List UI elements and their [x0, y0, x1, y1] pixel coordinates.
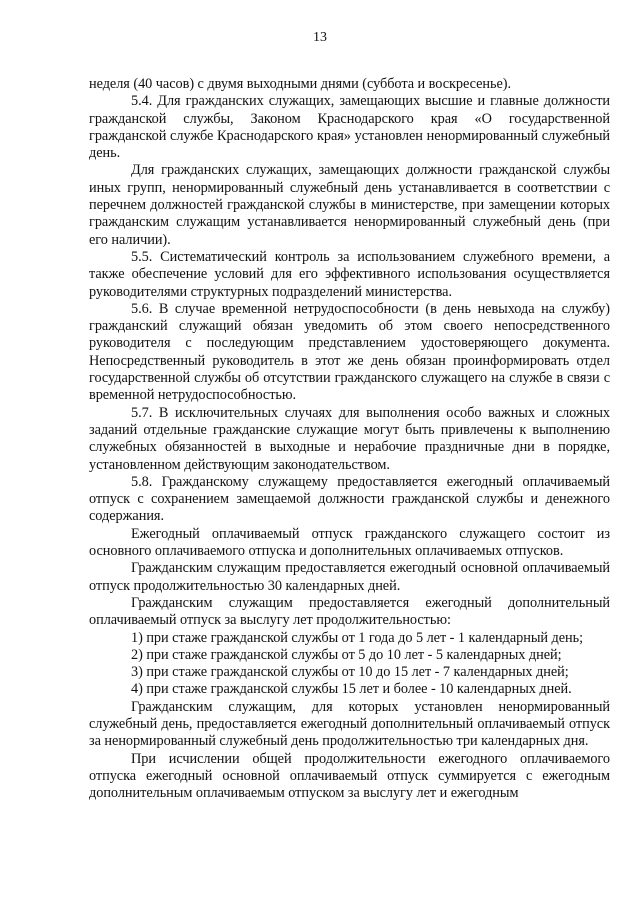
paragraph: Гражданским служащим, для которых установлен ненормированный служебный день, предоставляется ежегодный дополнительный оплачиваемый отпуск за ненормированный служебный день продолжительностью три календарных дня. [89, 698, 610, 750]
paragraph: Гражданским служащим предоставляется ежегодный дополнительный оплачиваемый отпуск за выслугу лет продолжительностью: [89, 594, 610, 629]
paragraph: неделя (40 часов) с двумя выходными днями (суббота и воскресенье). [89, 76, 512, 92]
paragraph: Ежегодный оплачиваемый отпуск гражданского служащего состоит из основного оплачиваемого отпуска и дополнительных оплачиваемых отпусков. [89, 525, 610, 560]
list-item: 4) при стаже гражданской службы 15 лет и более - 10 календарных дней. [131, 681, 572, 698]
paragraph: 5.6. В случае временной нетрудоспособности (в день невыхода на службу) гражданский служащий обязан уведомить об этом своего непосредственного руководителя с последующим представлением удостоверяющего документа. Непосредственный руководитель в этот же день обязан проинформировать отдел государственной службы об отсутствии гражданского служащего на службе в связи с временной нетрудоспособностью. [89, 300, 610, 404]
paragraph: Для гражданских служащих, замещающих должности гражданской службы иных групп, ненормированный служебный день устанавливается в соответствии с перечнем должностей гражданской службы в министерстве, при замещении которых гражданским служащим устанавливается ненормированный служебный день (при его наличии). [89, 162, 610, 248]
paragraph: 5.5. Систематический контроль за использованием служебного времени, а также обеспечение условий для его эффективного использования осуществляется руководителями структурных подразделений министерства. [89, 248, 610, 300]
page-number: 13 [313, 30, 327, 45]
list-item: 1) при стаже гражданской службы от 1 года до 5 лет - 1 календарный день; [131, 629, 584, 646]
paragraph: 5.7. В исключительных случаях для выполнения особо важных и сложных заданий отдельные гражданские служащие могут быть привлечены к выполнению служебных обязанностей в выходные и нерабочие праздничные дни в порядке, установленном действующим законодательством. [89, 404, 610, 473]
paragraph: 5.8. Гражданскому служащему предоставляется ежегодный оплачиваемый отпуск с сохранением замещаемой должности гражданской службы и денежного содержания. [89, 473, 610, 525]
list-item: 2) при стаже гражданской службы от 5 до 10 лет - 5 календарных дней; [131, 646, 562, 663]
paragraph: Гражданским служащим предоставляется ежегодный основной оплачиваемый отпуск продолжительностью 30 календарных дней. [89, 560, 610, 594]
paragraph: 5.4. Для гражданских служащих, замещающих высшие и главные должности гражданской службы, Законом Краснодарского края «О государственной гражданской службе Краснодарского края» установлен ненормированный служебный день. [89, 93, 610, 162]
paragraph: При исчислении общей продолжительности ежегодного оплачиваемого отпуска ежегодный основной оплачиваемый отпуск суммируется с ежегодным дополнительным оплачиваемым отпуском за выслугу лет и ежегодным [89, 750, 610, 802]
list-item: 3) при стаже гражданской службы от 10 до 15 лет - 7 календарных дней; [131, 664, 569, 681]
document-body [89, 76, 610, 802]
